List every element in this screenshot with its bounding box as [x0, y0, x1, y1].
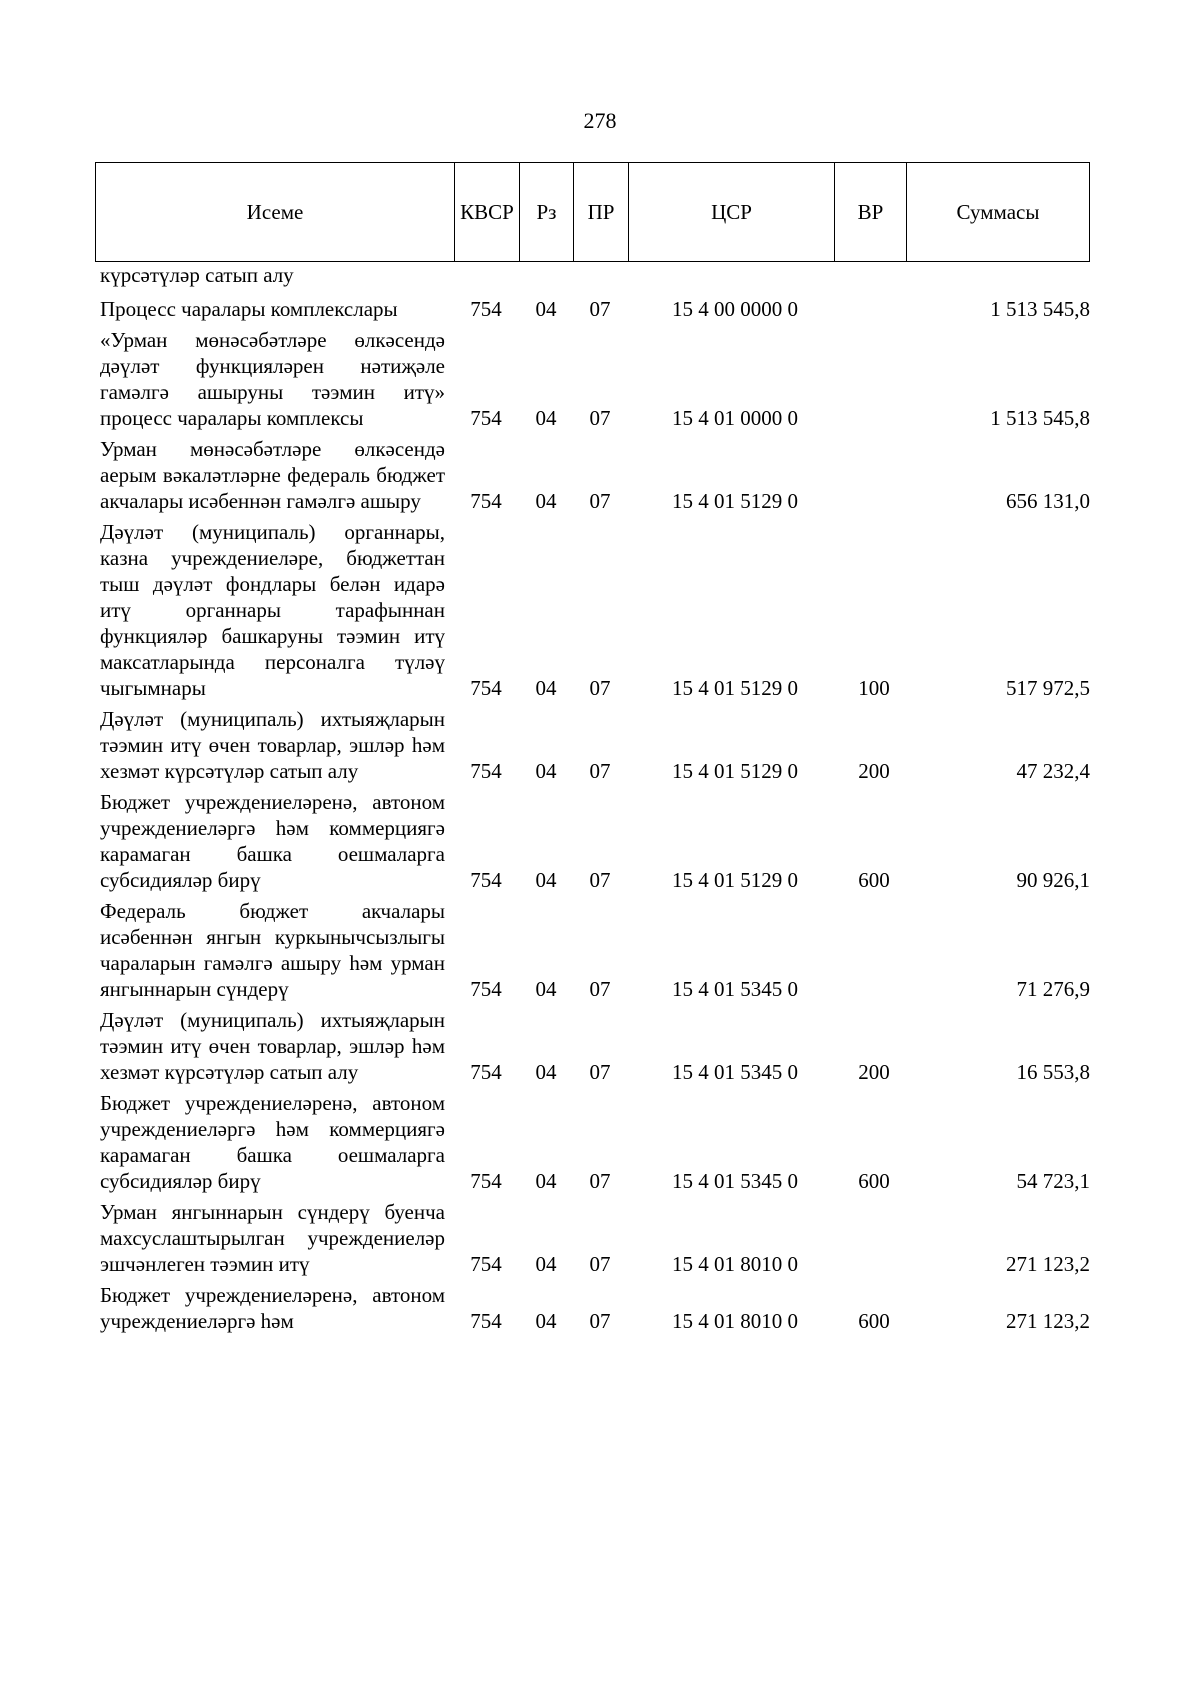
- row-csr: 15 4 01 5129 0: [672, 759, 798, 783]
- row-name: Федераль бюджет акчалары исәбеннән янгын куркынычсызлыгы чараларын гамәлгә ашыру һәм урман янгыннарын сүндерү: [100, 899, 445, 1001]
- header-vr: ВР: [834, 163, 906, 261]
- row-kvsr: 754: [470, 1169, 502, 1193]
- header-sum: Суммасы: [906, 163, 1089, 261]
- row-rz: 04: [535, 676, 557, 700]
- row-name: Урман мөнәсәбәтләре өлкәсендә аерым вәкаләтләрне федераль бюджет акчалары исәбеннән гамәлгә ашыру: [100, 437, 445, 513]
- table-row: [100, 1199, 1090, 1277]
- row-csr: 15 4 01 5129 0: [672, 676, 798, 700]
- row-name: «Урман мөнәсәбәтләре өлкәсендә дәүләт функцияләрен нәтиҗәле гамәлгә ашыруны тәэмин итү» процесс чаралары комплексы: [100, 328, 445, 430]
- row-kvsr: 754: [470, 1309, 502, 1333]
- row-rz: 04: [535, 977, 557, 1001]
- header-csr: ЦСР: [628, 163, 834, 261]
- row-csr: 15 4 01 8010 0: [672, 1252, 798, 1276]
- row-vr: 600: [858, 868, 890, 892]
- row-name: Дәүләт (муниципаль) ихтыяҗларын тәэмин итү өчен товарлар, эшләр һәм хезмәт күрсәтүләр сатып алу: [100, 1008, 445, 1084]
- table-row: [100, 519, 1090, 701]
- row-csr: 15 4 01 5345 0: [672, 977, 798, 1001]
- row-pr: 07: [589, 759, 611, 783]
- row-vr: 100: [858, 676, 890, 700]
- table-row: [100, 898, 1090, 1002]
- row-kvsr: 754: [470, 406, 502, 430]
- row-sum: 16 553,8: [1016, 1060, 1090, 1084]
- row-csr: 15 4 00 0000 0: [672, 297, 798, 321]
- row-kvsr: 754: [470, 868, 502, 892]
- row-rz: 04: [535, 1252, 557, 1276]
- table-row: [100, 1282, 1090, 1334]
- row-pr: 07: [589, 977, 611, 1001]
- row-rz: 04: [535, 868, 557, 892]
- row-pr: 07: [589, 1309, 611, 1333]
- row-csr: 15 4 01 5129 0: [672, 868, 798, 892]
- row-kvsr: 754: [470, 977, 502, 1001]
- header-rz: Рз: [519, 163, 573, 261]
- table-row: [100, 296, 1090, 322]
- row-name: Бюджет учреждениеләренә, автоном учреждениеләргә һәм: [100, 1283, 445, 1333]
- row-rz: 04: [535, 1060, 557, 1084]
- table-header: [95, 162, 1090, 262]
- row-csr: 15 4 01 5345 0: [672, 1169, 798, 1193]
- row-kvsr: 754: [470, 489, 502, 513]
- header-pr: ПР: [573, 163, 628, 261]
- table-row: [100, 706, 1090, 784]
- row-csr: 15 4 01 8010 0: [672, 1309, 798, 1333]
- row-csr: 15 4 01 0000 0: [672, 406, 798, 430]
- row-sum: 271 123,2: [1006, 1252, 1090, 1276]
- row-pr: 07: [589, 297, 611, 321]
- table-row: [100, 1007, 1090, 1085]
- row-sum: 271 123,2: [1006, 1309, 1090, 1333]
- row-rz: 04: [535, 1169, 557, 1193]
- row-pr: 07: [589, 1169, 611, 1193]
- row-vr: 600: [858, 1309, 890, 1333]
- row-vr: 200: [858, 1060, 890, 1084]
- row-csr: 15 4 01 5345 0: [672, 1060, 798, 1084]
- table-row: [100, 262, 1090, 288]
- table-row: [100, 327, 1090, 431]
- row-rz: 04: [535, 759, 557, 783]
- row-kvsr: 754: [470, 676, 502, 700]
- table-body: [100, 262, 1090, 1339]
- row-vr: 200: [858, 759, 890, 783]
- row-name: Процесс чаралары комплекслары: [100, 297, 398, 321]
- row-kvsr: 754: [470, 759, 502, 783]
- table-row: [100, 436, 1090, 514]
- row-pr: 07: [589, 868, 611, 892]
- row-sum: 517 972,5: [1006, 676, 1090, 700]
- row-name: Дәүләт (муниципаль) ихтыяҗларын тәэмин итү өчен товарлар, эшләр һәм хезмәт күрсәтүләр сатып алу: [100, 707, 445, 783]
- header-kvsr: КВСР: [454, 163, 519, 261]
- row-pr: 07: [589, 1060, 611, 1084]
- table-row: [100, 789, 1090, 893]
- row-vr: 600: [858, 1169, 890, 1193]
- row-sum: 90 926,1: [1016, 868, 1090, 892]
- row-rz: 04: [535, 406, 557, 430]
- row-name: Урман янгыннарын сүндерү буенча махсуслаштырылган учреждениеләр эшчәнлеген тәэмин итү: [100, 1200, 445, 1276]
- row-rz: 04: [535, 489, 557, 513]
- row-sum: 656 131,0: [1006, 489, 1090, 513]
- row-pr: 07: [589, 1252, 611, 1276]
- row-sum: 47 232,4: [1016, 759, 1090, 783]
- row-name: күрсәтүләр сатып алу: [100, 263, 294, 287]
- row-csr: 15 4 01 5129 0: [672, 489, 798, 513]
- row-rz: 04: [535, 1309, 557, 1333]
- table-row: [100, 1090, 1090, 1194]
- row-pr: 07: [589, 676, 611, 700]
- row-sum: 54 723,1: [1016, 1169, 1090, 1193]
- row-sum: 1 513 545,8: [990, 297, 1090, 321]
- row-kvsr: 754: [470, 1252, 502, 1276]
- row-name: Бюджет учреждениеләренә, автоном учреждениеләргә һәм коммерциягә карамаган башка оешмаларга субсидияләр бирү: [100, 790, 445, 892]
- row-pr: 07: [589, 489, 611, 513]
- row-sum: 71 276,9: [1016, 977, 1090, 1001]
- row-pr: 07: [589, 406, 611, 430]
- row-name: Бюджет учреждениеләренә, автоном учреждениеләргә һәм коммерциягә карамаган башка оешмаларга субсидияләр бирү: [100, 1091, 445, 1193]
- row-kvsr: 754: [470, 297, 502, 321]
- row-rz: 04: [535, 297, 557, 321]
- header-name: Исеме: [246, 199, 304, 224]
- row-sum: 1 513 545,8: [990, 406, 1090, 430]
- row-kvsr: 754: [470, 1060, 502, 1084]
- row-name: Дәүләт (муниципаль) органнары, казна учреждениеләре, бюджеттан тыш дәүләт фондлары белән идарә итү органнары тарафыннан функцияләр башкаруны тәэмин итү максатларында персоналга түләү чыгымнары: [100, 520, 445, 700]
- page-number: 278: [583, 108, 617, 133]
